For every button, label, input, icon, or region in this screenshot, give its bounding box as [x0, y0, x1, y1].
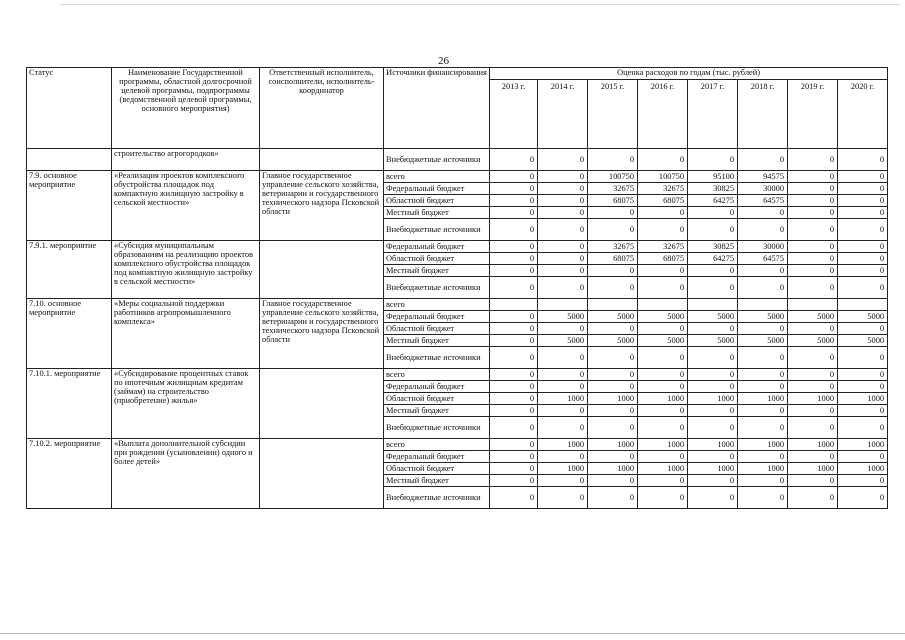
value-cell: 0 — [490, 381, 538, 393]
value-cell: 0 — [588, 265, 638, 277]
funding-source: Федеральный бюджет — [384, 381, 490, 393]
value-cell: 5000 — [838, 335, 888, 347]
value-cell: 0 — [638, 265, 688, 277]
value-cell: 64275 — [688, 253, 738, 265]
value-cell: 5000 — [638, 335, 688, 347]
value-cell: 68075 — [588, 195, 638, 207]
value-cell: 0 — [490, 195, 538, 207]
value-cell: 0 — [588, 381, 638, 393]
value-cell: 0 — [788, 149, 838, 171]
value-cell: 1000 — [638, 393, 688, 405]
value-cell: 0 — [538, 475, 588, 487]
value-cell: 5000 — [588, 335, 638, 347]
value-cell: 0 — [688, 475, 738, 487]
value-cell: 0 — [838, 265, 888, 277]
value-cell: 0 — [738, 149, 788, 171]
funding-source: всего — [384, 171, 490, 183]
value-cell: 0 — [738, 219, 788, 241]
funding-source: Внебюджетные источники — [384, 487, 490, 509]
value-cell: 1000 — [638, 463, 688, 475]
value-cell: 0 — [838, 277, 888, 299]
value-cell: 0 — [490, 393, 538, 405]
value-cell: 0 — [788, 183, 838, 195]
value-cell: 5000 — [738, 311, 788, 323]
value-cell: 0 — [838, 369, 888, 381]
value-cell: 0 — [490, 335, 538, 347]
value-cell: 0 — [788, 171, 838, 183]
funding-source: Федеральный бюджет — [384, 451, 490, 463]
header-year: 2017 г. — [688, 80, 738, 149]
value-cell: 0 — [838, 381, 888, 393]
header-year: 2016 г. — [638, 80, 688, 149]
value-cell: 0 — [688, 451, 738, 463]
value-cell: 30825 — [688, 183, 738, 195]
value-cell: 0 — [490, 183, 538, 195]
program-name: «Реализация проектов комплексного обустройства площадок под компактную жилищную застройку в сельской местности» — [112, 171, 260, 241]
funding-source: Местный бюджет — [384, 207, 490, 219]
value-cell: 0 — [638, 405, 688, 417]
value-cell — [638, 299, 688, 311]
header-year: 2015 г. — [588, 80, 638, 149]
value-cell: 32675 — [588, 183, 638, 195]
value-cell: 1000 — [538, 439, 588, 451]
value-cell: 0 — [688, 405, 738, 417]
value-cell: 0 — [788, 369, 838, 381]
value-cell: 100750 — [588, 171, 638, 183]
table-row — [27, 241, 888, 253]
value-cell: 0 — [538, 277, 588, 299]
value-cell: 0 — [788, 323, 838, 335]
value-cell: 0 — [588, 487, 638, 509]
value-cell: 0 — [538, 195, 588, 207]
header-status: Статус — [27, 68, 112, 149]
value-cell: 0 — [588, 277, 638, 299]
value-cell: 0 — [738, 347, 788, 369]
value-cell: 1000 — [738, 393, 788, 405]
value-cell: 1000 — [688, 439, 738, 451]
value-cell: 0 — [538, 241, 588, 253]
value-cell: 0 — [638, 347, 688, 369]
status-cell: 7.10.2. мероприятие — [27, 439, 112, 509]
value-cell: 1000 — [588, 439, 638, 451]
header-name: Наименование Государственной программы, областной долгосрочной целевой программы, подпрограммы (ведомственной целевой программы, основного мероприятия) — [112, 68, 260, 149]
value-cell: 0 — [538, 381, 588, 393]
value-cell: 0 — [538, 219, 588, 241]
value-cell: 0 — [588, 451, 638, 463]
value-cell: 0 — [788, 195, 838, 207]
value-cell: 0 — [588, 207, 638, 219]
value-cell: 0 — [490, 417, 538, 439]
value-cell: 1000 — [788, 439, 838, 451]
value-cell: 68075 — [638, 253, 688, 265]
header-source: Источники финансирования — [384, 68, 490, 149]
value-cell: 32675 — [638, 183, 688, 195]
executor-cell — [260, 149, 384, 171]
value-cell: 95100 — [688, 171, 738, 183]
value-cell: 0 — [538, 323, 588, 335]
value-cell: 0 — [538, 265, 588, 277]
value-cell: 0 — [490, 311, 538, 323]
executor-cell: Главное государственное управление сельского хозяйства, ветеринарии и государственного технического надзора Псковской области — [260, 299, 384, 369]
value-cell: 0 — [738, 381, 788, 393]
value-cell: 0 — [538, 183, 588, 195]
value-cell: 68075 — [588, 253, 638, 265]
header-year: 2019 г. — [788, 80, 838, 149]
value-cell: 1000 — [588, 463, 638, 475]
value-cell: 0 — [788, 277, 838, 299]
value-cell: 1000 — [538, 393, 588, 405]
value-cell: 0 — [788, 417, 838, 439]
status-cell — [27, 149, 112, 171]
value-cell: 0 — [538, 369, 588, 381]
funding-source: всего — [384, 369, 490, 381]
funding-source: Внебюджетные источники — [384, 277, 490, 299]
value-cell: 0 — [588, 347, 638, 369]
funding-source: Местный бюджет — [384, 335, 490, 347]
value-cell: 1000 — [838, 393, 888, 405]
value-cell: 0 — [490, 241, 538, 253]
funding-source: Областной бюджет — [384, 253, 490, 265]
value-cell: 0 — [838, 195, 888, 207]
funding-source: Внебюджетные источники — [384, 149, 490, 171]
value-cell: 0 — [688, 369, 738, 381]
value-cell: 0 — [738, 265, 788, 277]
value-cell: 0 — [838, 475, 888, 487]
funding-source: Федеральный бюджет — [384, 241, 490, 253]
value-cell: 5000 — [788, 311, 838, 323]
value-cell: 0 — [788, 487, 838, 509]
value-cell: 0 — [638, 369, 688, 381]
value-cell: 64275 — [688, 195, 738, 207]
value-cell: 0 — [490, 405, 538, 417]
value-cell — [688, 299, 738, 311]
value-cell: 0 — [538, 405, 588, 417]
table-row — [27, 439, 888, 451]
value-cell: 1000 — [788, 393, 838, 405]
value-cell: 0 — [490, 475, 538, 487]
program-name: «Субсидирование процентных ставок по ипотечным жилищным кредитам (займам) на строительство (приобретение) жилья» — [112, 369, 260, 439]
funding-source: Внебюджетные источники — [384, 417, 490, 439]
value-cell: 1000 — [838, 463, 888, 475]
value-cell: 0 — [638, 417, 688, 439]
header-executor: Ответственный исполнитель, соисполнители, исполнитель-координатор — [260, 68, 384, 149]
continuation-row — [27, 149, 888, 171]
value-cell: 64575 — [738, 253, 788, 265]
funding-source: Областной бюджет — [384, 393, 490, 405]
value-cell: 5000 — [788, 335, 838, 347]
funding-source: Областной бюджет — [384, 195, 490, 207]
program-name: «Меры социальной поддержки работников агропромышленного комплекса» — [112, 299, 260, 369]
value-cell: 30825 — [688, 241, 738, 253]
value-cell: 0 — [638, 487, 688, 509]
value-cell: 0 — [538, 487, 588, 509]
value-cell: 0 — [588, 149, 638, 171]
value-cell: 0 — [588, 369, 638, 381]
value-cell — [838, 299, 888, 311]
value-cell: 0 — [788, 451, 838, 463]
scan-edge-bottom — [0, 633, 905, 634]
executor-cell — [260, 241, 384, 299]
funding-source: Областной бюджет — [384, 463, 490, 475]
value-cell: 1000 — [738, 439, 788, 451]
value-cell: 1000 — [588, 393, 638, 405]
value-cell: 5000 — [538, 311, 588, 323]
value-cell: 0 — [688, 149, 738, 171]
value-cell: 0 — [538, 149, 588, 171]
value-cell: 0 — [838, 219, 888, 241]
value-cell: 0 — [838, 417, 888, 439]
value-cell: 0 — [490, 149, 538, 171]
value-cell: 0 — [490, 171, 538, 183]
value-cell: 0 — [638, 149, 688, 171]
value-cell: 0 — [688, 381, 738, 393]
value-cell: 0 — [788, 347, 838, 369]
value-cell: 0 — [588, 219, 638, 241]
value-cell: 5000 — [738, 335, 788, 347]
value-cell: 68075 — [638, 195, 688, 207]
funding-source: Местный бюджет — [384, 405, 490, 417]
value-cell: 5000 — [688, 311, 738, 323]
value-cell: 0 — [838, 487, 888, 509]
value-cell: 0 — [688, 487, 738, 509]
value-cell: 0 — [838, 183, 888, 195]
scan-edge-top — [60, 4, 900, 5]
value-cell: 0 — [738, 417, 788, 439]
header-year: 2018 г. — [738, 80, 788, 149]
value-cell: 0 — [490, 439, 538, 451]
program-name: строительство агрогородков» — [112, 149, 260, 171]
value-cell: 0 — [838, 323, 888, 335]
value-cell: 0 — [490, 323, 538, 335]
value-cell: 0 — [538, 451, 588, 463]
value-cell: 1000 — [738, 463, 788, 475]
value-cell: 0 — [490, 487, 538, 509]
value-cell: 0 — [490, 265, 538, 277]
value-cell: 0 — [588, 405, 638, 417]
value-cell: 1000 — [688, 463, 738, 475]
funding-source: Федеральный бюджет — [384, 183, 490, 195]
status-cell: 7.10.1. мероприятие — [27, 369, 112, 439]
funding-source: Внебюджетные источники — [384, 347, 490, 369]
value-cell: 32675 — [638, 241, 688, 253]
funding-source: Внебюджетные источники — [384, 219, 490, 241]
value-cell: 0 — [490, 277, 538, 299]
value-cell — [588, 299, 638, 311]
status-cell: 7.9.1. мероприятие — [27, 241, 112, 299]
value-cell: 0 — [788, 475, 838, 487]
executor-cell — [260, 439, 384, 509]
value-cell: 0 — [688, 207, 738, 219]
value-cell: 0 — [738, 405, 788, 417]
funding-source: всего — [384, 439, 490, 451]
value-cell: 0 — [688, 323, 738, 335]
value-cell: 64575 — [738, 195, 788, 207]
value-cell: 32675 — [588, 241, 638, 253]
value-cell — [788, 299, 838, 311]
value-cell: 0 — [688, 219, 738, 241]
executor-cell — [260, 369, 384, 439]
value-cell: 0 — [688, 277, 738, 299]
value-cell: 0 — [688, 265, 738, 277]
value-cell: 1000 — [538, 463, 588, 475]
value-cell: 0 — [638, 207, 688, 219]
value-cell: 0 — [538, 253, 588, 265]
value-cell: 0 — [638, 323, 688, 335]
value-cell: 0 — [490, 463, 538, 475]
value-cell: 0 — [688, 347, 738, 369]
value-cell — [490, 299, 538, 311]
value-cell: 100750 — [638, 171, 688, 183]
funding-source: Местный бюджет — [384, 265, 490, 277]
value-cell: 0 — [538, 417, 588, 439]
funding-source: всего — [384, 299, 490, 311]
value-cell: 0 — [490, 219, 538, 241]
funding-source: Федеральный бюджет — [384, 311, 490, 323]
value-cell: 0 — [838, 241, 888, 253]
value-cell: 0 — [788, 207, 838, 219]
value-cell: 0 — [738, 487, 788, 509]
value-cell: 0 — [490, 253, 538, 265]
value-cell: 1000 — [838, 439, 888, 451]
table-row — [27, 299, 888, 311]
value-cell — [738, 299, 788, 311]
funding-source: Областной бюджет — [384, 323, 490, 335]
header-year: 2020 г. — [838, 80, 888, 149]
value-cell: 0 — [738, 369, 788, 381]
value-cell: 0 — [738, 277, 788, 299]
value-cell: 1000 — [688, 393, 738, 405]
value-cell: 0 — [490, 451, 538, 463]
value-cell: 0 — [638, 277, 688, 299]
value-cell: 0 — [688, 417, 738, 439]
value-cell: 0 — [738, 475, 788, 487]
value-cell: 0 — [788, 381, 838, 393]
value-cell: 30000 — [738, 183, 788, 195]
value-cell: 0 — [490, 369, 538, 381]
value-cell: 5000 — [688, 335, 738, 347]
table-row — [27, 171, 888, 183]
value-cell: 0 — [838, 347, 888, 369]
value-cell: 0 — [738, 323, 788, 335]
header-estimate: Оценка расходов по годам (тыс. рублей) — [490, 68, 888, 80]
value-cell: 0 — [838, 149, 888, 171]
status-cell: 7.10. основное мероприятие — [27, 299, 112, 369]
value-cell: 0 — [838, 405, 888, 417]
value-cell: 0 — [490, 207, 538, 219]
value-cell: 0 — [588, 417, 638, 439]
value-cell: 1000 — [788, 463, 838, 475]
program-name: «Субсидия муниципальным образованиям на реализацию проектов комплексного обустройства площадок под компактную жилищную застройку в сельской местности» — [112, 241, 260, 299]
value-cell: 0 — [538, 171, 588, 183]
header-year: 2014 г. — [538, 80, 588, 149]
header-year: 2013 г. — [490, 80, 538, 149]
value-cell: 0 — [738, 451, 788, 463]
value-cell: 0 — [788, 241, 838, 253]
table-row — [27, 369, 888, 381]
value-cell: 0 — [788, 219, 838, 241]
value-cell: 0 — [838, 253, 888, 265]
value-cell: 1000 — [638, 439, 688, 451]
budget-table — [26, 67, 888, 509]
value-cell: 0 — [638, 219, 688, 241]
value-cell: 30000 — [738, 241, 788, 253]
page-number: 26 — [438, 55, 449, 67]
value-cell: 0 — [788, 265, 838, 277]
value-cell — [538, 299, 588, 311]
value-cell: 94575 — [738, 171, 788, 183]
value-cell: 0 — [638, 381, 688, 393]
value-cell: 5000 — [538, 335, 588, 347]
value-cell: 0 — [838, 451, 888, 463]
executor-cell: Главное государственное управление сельского хозяйства, ветеринарии и государственного технического надзора Псковской области — [260, 171, 384, 241]
program-name: «Выплата дополнительной субсидии при рождении (усыновлении) одного и более детей» — [112, 439, 260, 509]
value-cell: 0 — [538, 207, 588, 219]
value-cell: 0 — [490, 347, 538, 369]
value-cell: 5000 — [588, 311, 638, 323]
status-cell: 7.9. основное мероприятие — [27, 171, 112, 241]
value-cell: 0 — [588, 323, 638, 335]
value-cell: 0 — [638, 451, 688, 463]
value-cell: 0 — [788, 253, 838, 265]
funding-source: Местный бюджет — [384, 475, 490, 487]
value-cell: 0 — [838, 171, 888, 183]
value-cell: 0 — [638, 475, 688, 487]
value-cell: 0 — [738, 207, 788, 219]
value-cell: 0 — [588, 475, 638, 487]
value-cell: 5000 — [638, 311, 688, 323]
value-cell: 0 — [788, 405, 838, 417]
value-cell: 0 — [838, 207, 888, 219]
value-cell: 0 — [538, 347, 588, 369]
value-cell: 5000 — [838, 311, 888, 323]
